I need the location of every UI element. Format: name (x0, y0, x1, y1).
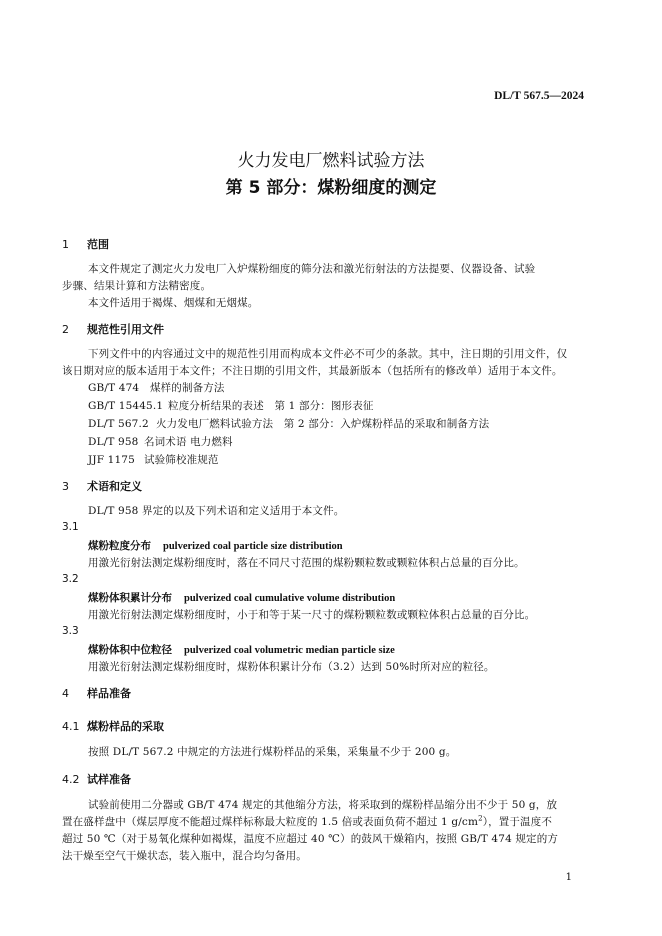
title-line-1: 火力发电厂燃料试验方法 (237, 151, 425, 171)
paragraph (62, 814, 552, 829)
paragraph: 法干燥至空气干燥状态，装入瓶中，混合均匀备用。 (62, 850, 307, 862)
reference-code: JJF 1175 (88, 454, 135, 466)
section-number: 2 (62, 323, 69, 336)
section-number: 1 (62, 238, 69, 251)
paragraph: 本文件规定了测定火力发电厂入炉煤粉细度的筛分法和激光衍射法的方法提要、仪器设备、试验 (88, 263, 536, 275)
section-number: 4 (62, 687, 69, 700)
reference-title: 名词术语 电力燃料 (144, 436, 233, 448)
term-definition: 用激光衍射法测定煤粉细度时，煤粉体积累计分布（3.2）达到 50%时所对应的粒径。 (88, 661, 495, 673)
section-4-1-heading (62, 718, 164, 734)
term-chinese: 煤粉体积中位粒径 (88, 644, 172, 656)
reference-title: 煤样的制备方法 (150, 382, 225, 394)
term-entry (88, 590, 395, 605)
reference-code: DL/T 958 (88, 436, 139, 448)
reference-item (88, 380, 225, 395)
term-english: pulverized coal particle size distribution (163, 541, 343, 552)
term-index: 3.2 (62, 573, 79, 585)
term-entry (88, 538, 343, 553)
section-number: 4.2 (62, 773, 80, 786)
section-title: 术语和定义 (87, 480, 142, 493)
term-index: 3.1 (62, 521, 79, 533)
paragraph: 该日期对应的版本适用于本文件；不注日期的引用文件，其最新版本（包括所有的修改单）适用于本文件。 (62, 365, 563, 377)
text-run: 置在盛样盘中（煤层厚度不能超过煤样标称最大粒度的 1.5 倍或表面负荷不超过 1 g/cm (62, 816, 479, 828)
section-title: 范围 (87, 238, 109, 251)
paragraph: 步骤、结果计算和方法精密度。 (62, 280, 212, 292)
section-2-heading (62, 321, 164, 337)
page-number: 1 (565, 872, 572, 883)
reference-code: GB/T 15445.1 (88, 400, 164, 412)
reference-item (88, 434, 233, 449)
paragraph: 按照 DL/T 567.2 中规定的方法进行煤粉样品的采集，采集量不少于 200 g。 (88, 746, 457, 758)
section-number: 4.1 (62, 720, 80, 733)
text-run: ），置于温度不 (482, 816, 552, 828)
section-4-heading (62, 685, 131, 701)
section-number: 3 (62, 480, 69, 493)
reference-item (88, 398, 374, 413)
superscript: 2 (478, 814, 483, 823)
term-chinese: 煤粉粒度分布 (88, 540, 151, 552)
paragraph: 试验前使用二分器或 GB/T 474 规定的其他缩分方法，将采取到的煤粉样品缩分出不少于 50 g，放 (88, 799, 558, 811)
term-definition: 用激光衍射法测定煤粉细度时，小于和等于某一尺寸的煤粉颗粒数或颗粒体积占总量的百分比。 (88, 609, 536, 621)
paragraph: DL/T 958 界定的以及下列术语和定义适用于本文件。 (88, 505, 345, 517)
title-line-2: 第 5 部分：煤粉细度的测定 (225, 178, 437, 198)
paragraph: 超过 50 ℃（对于易氧化煤种如褐煤，温度不应超过 40 ℃）的鼓风干燥箱内，按照 GB/T 474 规定的方 (62, 833, 559, 845)
document-code: DL/T 567.5—2024 (494, 90, 584, 102)
reference-code: DL/T 567.2 (88, 418, 149, 430)
paragraph: 下列文件中的内容通过文中的规范性引用而构成本文件必不可少的条款。其中，注日期的引用文件，仅 (88, 348, 568, 360)
reference-title: 火力发电厂燃料试验方法 第 2 部分：入炉煤粉样品的采取和制备方法 (156, 418, 490, 430)
term-english: pulverized coal volumetric median particle size (184, 645, 395, 656)
term-entry (88, 642, 395, 657)
reference-code: GB/T 474 (88, 382, 140, 394)
term-index: 3.3 (62, 625, 79, 637)
section-3-heading (62, 478, 142, 494)
section-title: 煤粉样品的采取 (87, 720, 164, 733)
term-chinese: 煤粉体积累计分布 (88, 592, 172, 604)
section-title: 样品准备 (87, 687, 131, 700)
section-title: 规范性引用文件 (87, 323, 164, 336)
reference-title: 粒度分析结果的表述 第 1 部分：图形表征 (168, 400, 374, 412)
paragraph: 本文件适用于褐煤、烟煤和无烟煤。 (88, 297, 259, 309)
term-definition: 用激光衍射法测定煤粉细度时，落在不同尺寸范围的煤粉颗粒数或颗粒体积占总量的百分比。 (88, 557, 525, 569)
section-1-heading (62, 236, 109, 252)
section-4-2-heading (62, 771, 131, 787)
reference-title: 试验筛校准规范 (144, 454, 219, 466)
reference-item (88, 452, 219, 467)
reference-item (88, 416, 489, 431)
term-english: pulverized coal cumulative volume distribution (184, 593, 396, 604)
section-title: 试样准备 (87, 773, 131, 786)
